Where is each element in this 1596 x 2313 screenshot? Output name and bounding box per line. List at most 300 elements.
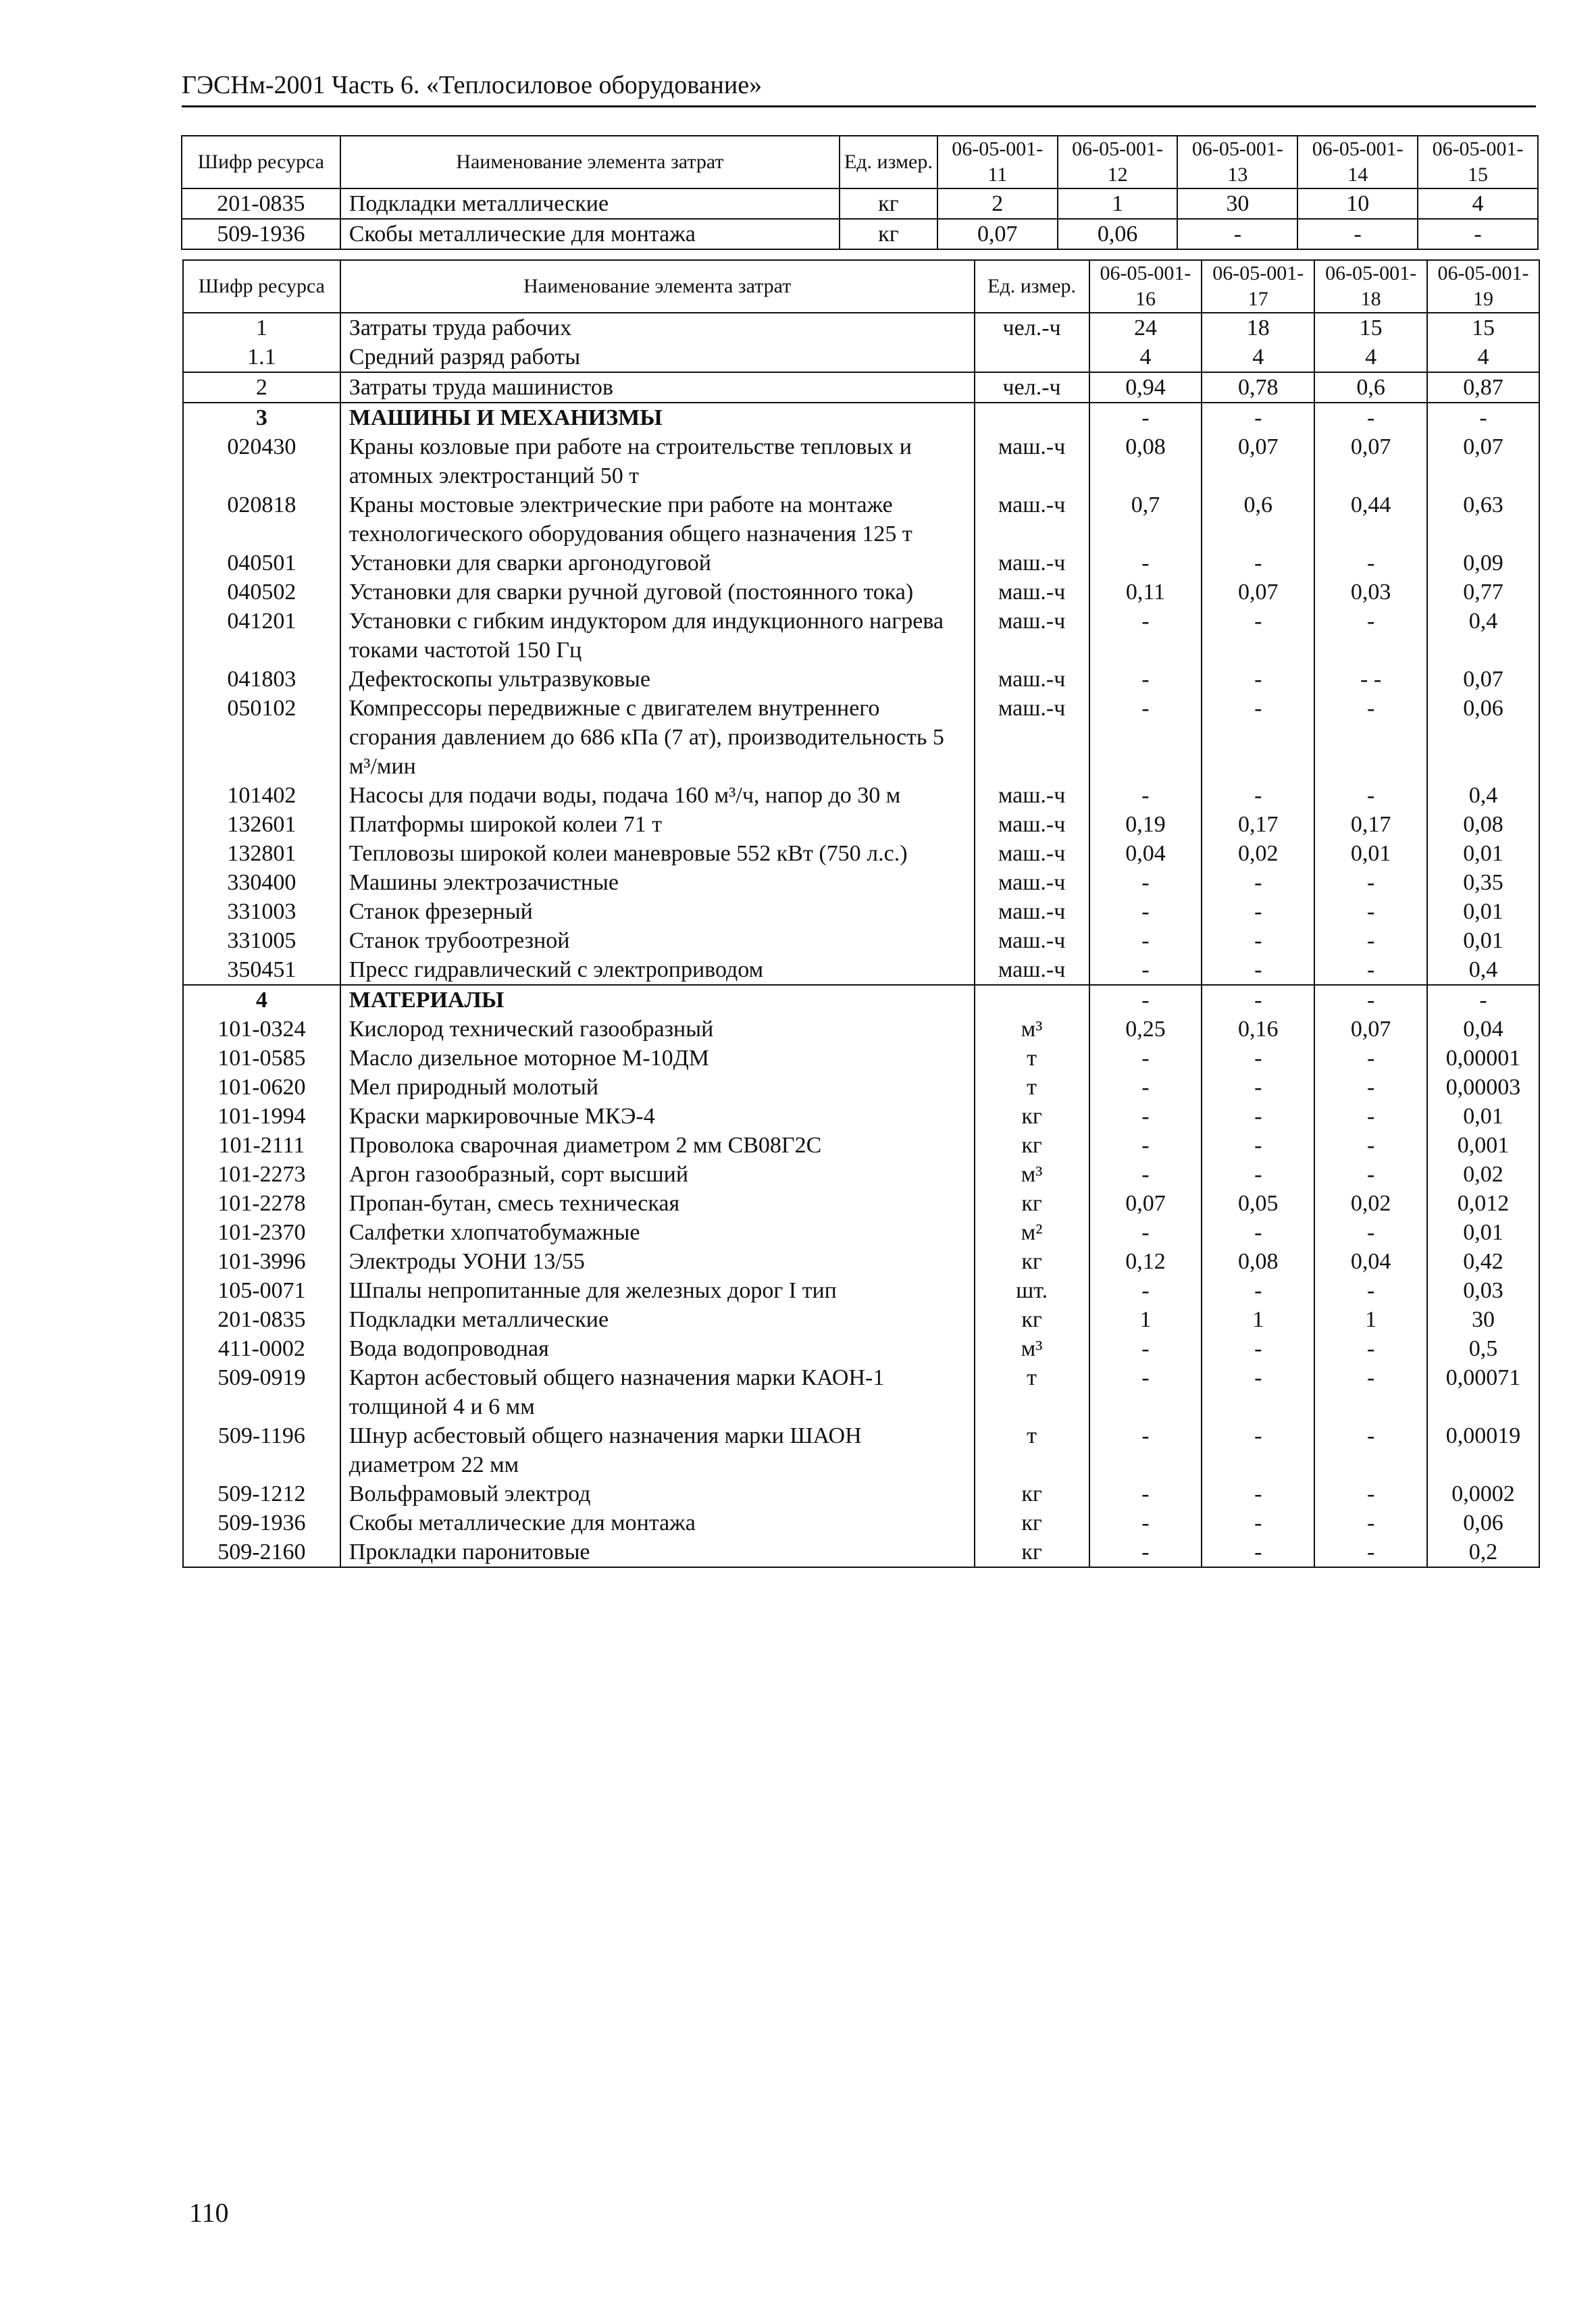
resource-code: 101-2273 xyxy=(183,1160,340,1189)
resource-code: 041803 xyxy=(183,665,340,694)
resource-name: Краски маркировочные МКЭ-4 xyxy=(340,1102,975,1131)
norm-value: - xyxy=(1089,665,1202,694)
norm-value: - xyxy=(1089,607,1202,665)
resource-unit: т xyxy=(975,1421,1089,1479)
table-row xyxy=(182,188,1538,219)
resource-unit: кг xyxy=(840,188,937,219)
norm-value: 18 xyxy=(1202,313,1314,342)
norm-value: - xyxy=(1202,665,1314,694)
col-header-norm: 06-05-001-15 xyxy=(1418,136,1538,188)
norm-value: - xyxy=(1089,1479,1202,1508)
table-2-header-row xyxy=(183,260,1539,313)
norm-value: 4 xyxy=(1427,342,1539,372)
resource-name: Краны козловые при работе на строительстве тепловых и атомных электростанций 50 т xyxy=(340,432,975,490)
norm-value: - xyxy=(1314,1044,1427,1073)
norm-value: 0,04 xyxy=(1089,839,1202,868)
resource-name: Насосы для подачи воды, подача 160 м³/ч, напор до 30 м xyxy=(340,781,975,810)
norm-value: - xyxy=(1202,1334,1314,1363)
table-row xyxy=(183,1479,1539,1508)
resource-code: 101-0324 xyxy=(183,1015,340,1044)
resource-code: 1.1 xyxy=(183,342,340,372)
norm-value: - xyxy=(1314,1276,1427,1305)
table-row xyxy=(183,694,1539,781)
resource-unit: маш.-ч xyxy=(975,897,1089,926)
norm-value: 4 xyxy=(1202,342,1314,372)
resource-unit: маш.-ч xyxy=(975,549,1089,578)
resource-unit xyxy=(975,403,1089,432)
norm-value: - xyxy=(1089,926,1202,955)
norm-value: - xyxy=(1314,403,1427,432)
resource-name: Шпалы непропитанные для железных дорог I тип xyxy=(340,1276,975,1305)
norm-value: 0,4 xyxy=(1427,607,1539,665)
resource-unit xyxy=(975,342,1089,372)
norm-value: - xyxy=(1202,1102,1314,1131)
table-row xyxy=(183,1189,1539,1218)
resource-name: Мел природный молотый xyxy=(340,1073,975,1102)
table-row xyxy=(183,1160,1539,1189)
norm-value: - xyxy=(1314,1131,1427,1160)
resource-unit: м² xyxy=(975,1218,1089,1247)
norm-value: - xyxy=(1089,955,1202,985)
resource-unit: т xyxy=(975,1073,1089,1102)
norm-value: 0,04 xyxy=(1314,1247,1427,1276)
norm-value: - xyxy=(1202,1363,1314,1421)
resource-name: МАШИНЫ И МЕХАНИЗМЫ xyxy=(340,403,975,432)
table-row xyxy=(183,549,1539,578)
norm-value: - xyxy=(1089,897,1202,926)
norm-value: - xyxy=(1202,694,1314,781)
norm-value: - xyxy=(1297,219,1418,249)
table-row xyxy=(183,665,1539,694)
resource-unit: кг xyxy=(840,219,937,249)
table-row xyxy=(182,219,1538,249)
resource-name: Машины электрозачистные xyxy=(340,868,975,897)
table-row xyxy=(183,985,1539,1015)
norm-value: 0,08 xyxy=(1202,1247,1314,1276)
norm-value: 0,07 xyxy=(1427,432,1539,490)
resource-unit: маш.-ч xyxy=(975,490,1089,549)
resource-code: 101-2278 xyxy=(183,1189,340,1218)
resource-code: 331005 xyxy=(183,926,340,955)
col-header-name: Наименование элемента затрат xyxy=(340,136,840,188)
norm-value: - xyxy=(1202,1479,1314,1508)
resource-unit: маш.-ч xyxy=(975,955,1089,985)
table-row xyxy=(183,1015,1539,1044)
table-row xyxy=(183,1363,1539,1421)
norm-value: - xyxy=(1202,607,1314,665)
resource-code: 331003 xyxy=(183,897,340,926)
resource-name: Краны мостовые электрические при работе на монтаже технологического оборудования общего назначения 125 т xyxy=(340,490,975,549)
resource-name: Тепловозы широкой колеи маневровые 552 кВт (750 л.с.) xyxy=(340,839,975,868)
table-row xyxy=(183,313,1539,342)
resource-code: 4 xyxy=(183,985,340,1015)
col-header-unit: Ед. измер. xyxy=(840,136,937,188)
norm-value: 0,07 xyxy=(1089,1189,1202,1218)
norm-value: - xyxy=(1089,1421,1202,1479)
norm-value: 0,001 xyxy=(1427,1131,1539,1160)
col-header-norm: 06-05-001-17 xyxy=(1202,260,1314,313)
norm-value: 0,06 xyxy=(1427,1508,1539,1537)
norm-value: 0,00001 xyxy=(1427,1044,1539,1073)
resource-code: 1 xyxy=(183,313,340,342)
resource-name: Скобы металлические для монтажа xyxy=(340,219,840,249)
norm-value: - xyxy=(1314,607,1427,665)
resource-unit: кг xyxy=(975,1508,1089,1537)
norm-value: 15 xyxy=(1427,313,1539,342)
resource-unit: маш.-ч xyxy=(975,839,1089,868)
resource-name: Шнур асбестовый общего назначения марки ШАОН диаметром 22 мм xyxy=(340,1421,975,1479)
table-row xyxy=(183,1421,1539,1479)
resource-unit: кг xyxy=(975,1479,1089,1508)
resource-unit xyxy=(975,985,1089,1015)
norm-value: - xyxy=(1202,403,1314,432)
norm-value: - xyxy=(1202,926,1314,955)
table-row xyxy=(183,1276,1539,1305)
norm-value: 0,16 xyxy=(1202,1015,1314,1044)
norm-value: 15 xyxy=(1314,313,1427,342)
norm-value: - xyxy=(1314,897,1427,926)
norm-value: - xyxy=(1202,1508,1314,1537)
resource-name: Аргон газообразный, сорт высший xyxy=(340,1160,975,1189)
resource-name: Установки с гибким индуктором для индукционного нагрева токами частотой 150 Гц xyxy=(340,607,975,665)
resource-name: Средний разряд работы xyxy=(340,342,975,372)
resource-unit: кг xyxy=(975,1189,1089,1218)
resource-code: 101-1994 xyxy=(183,1102,340,1131)
table-row xyxy=(183,1044,1539,1073)
norm-value: 0,01 xyxy=(1427,1102,1539,1131)
norm-value: 0,0002 xyxy=(1427,1479,1539,1508)
resource-unit: маш.-ч xyxy=(975,607,1089,665)
resource-code: 132601 xyxy=(183,810,340,839)
norm-value: - xyxy=(1202,955,1314,985)
norm-value: - xyxy=(1202,1276,1314,1305)
resource-code: 101-0620 xyxy=(183,1073,340,1102)
norm-value: - xyxy=(1089,985,1202,1015)
norm-value: - xyxy=(1202,1073,1314,1102)
resource-name: Подкладки металлические xyxy=(340,188,840,219)
norm-value: 0,17 xyxy=(1202,810,1314,839)
norm-value: 0,06 xyxy=(1427,694,1539,781)
table-row xyxy=(183,372,1539,403)
resource-unit: маш.-ч xyxy=(975,868,1089,897)
norm-value: - xyxy=(1202,781,1314,810)
col-header-norm: 06-05-001-18 xyxy=(1314,260,1427,313)
norm-value: 0,05 xyxy=(1202,1189,1314,1218)
resource-code: 350451 xyxy=(183,955,340,985)
norm-value: 4 xyxy=(1089,342,1202,372)
norm-value: 0,77 xyxy=(1427,578,1539,607)
norm-value: - xyxy=(1202,985,1314,1015)
resource-code: 101-2370 xyxy=(183,1218,340,1247)
norm-value: - xyxy=(1314,1073,1427,1102)
table-row xyxy=(183,1073,1539,1102)
col-header-code: Шифр ресурса xyxy=(182,136,340,188)
norm-value: - xyxy=(1427,985,1539,1015)
table-row xyxy=(183,578,1539,607)
table-row xyxy=(183,1131,1539,1160)
norm-value: 0,6 xyxy=(1202,490,1314,549)
norm-value: - xyxy=(1089,1044,1202,1073)
table-1-header-row xyxy=(182,136,1538,188)
resource-code: 132801 xyxy=(183,839,340,868)
norm-value: - xyxy=(1089,1363,1202,1421)
norm-value: 0,17 xyxy=(1314,810,1427,839)
resource-name: Электроды УОНИ 13/55 xyxy=(340,1247,975,1276)
table-row xyxy=(183,1102,1539,1131)
norm-value: - xyxy=(1089,694,1202,781)
table-row xyxy=(183,1508,1539,1537)
norm-value: 0,00071 xyxy=(1427,1363,1539,1421)
norm-value: 0,01 xyxy=(1427,1218,1539,1247)
norm-value: - xyxy=(1314,1160,1427,1189)
norm-value: - xyxy=(1089,1508,1202,1537)
table-row xyxy=(183,781,1539,810)
resource-unit: кг xyxy=(975,1131,1089,1160)
col-header-norm: 06-05-001-19 xyxy=(1427,260,1539,313)
resource-code: 040502 xyxy=(183,578,340,607)
resource-name: Скобы металлические для монтажа xyxy=(340,1508,975,1537)
resource-code: 509-1936 xyxy=(182,219,340,249)
norm-value: 0,07 xyxy=(1314,432,1427,490)
resource-code: 101-3996 xyxy=(183,1247,340,1276)
resource-code: 3 xyxy=(183,403,340,432)
page-number: 110 xyxy=(189,2197,229,2228)
norm-value: 0,01 xyxy=(1427,926,1539,955)
norm-value: 0,44 xyxy=(1314,490,1427,549)
norm-value: - xyxy=(1089,781,1202,810)
table-row xyxy=(183,490,1539,549)
header-rule xyxy=(182,105,1536,107)
resource-code: 509-1936 xyxy=(183,1508,340,1537)
norm-value: - xyxy=(1314,1334,1427,1363)
resource-unit: кг xyxy=(975,1102,1089,1131)
resource-name: Кислород технический газообразный xyxy=(340,1015,975,1044)
norm-value: - xyxy=(1089,1160,1202,1189)
norm-value: 0,12 xyxy=(1089,1247,1202,1276)
norm-value: 2 xyxy=(937,188,1058,219)
resource-code: 050102 xyxy=(183,694,340,781)
resource-name: Компрессоры передвижные с двигателем внутреннего сгорания давлением до 686 кПа (7 ат), производительность 5 м³/мин xyxy=(340,694,975,781)
table-row xyxy=(183,607,1539,665)
norm-value: - xyxy=(1089,1131,1202,1160)
table-row xyxy=(183,897,1539,926)
norm-value: 1 xyxy=(1202,1305,1314,1334)
norm-value: 0,01 xyxy=(1314,839,1427,868)
norm-value: 4 xyxy=(1314,342,1427,372)
resource-code: 040501 xyxy=(183,549,340,578)
norm-value: - xyxy=(1314,955,1427,985)
norm-value: 0,04 xyxy=(1427,1015,1539,1044)
resource-name: Салфетки хлопчатобумажные xyxy=(340,1218,975,1247)
resource-code: 105-0071 xyxy=(183,1276,340,1305)
norm-value: 0,02 xyxy=(1427,1160,1539,1189)
resource-code: 509-1196 xyxy=(183,1421,340,1479)
resource-name: Станок трубоотрезной xyxy=(340,926,975,955)
resource-unit: маш.-ч xyxy=(975,694,1089,781)
resource-unit: шт. xyxy=(975,1276,1089,1305)
norm-value: - xyxy=(1089,1102,1202,1131)
page-header-title: ГЭСНм-2001 Часть 6. «Теплосиловое оборудование» xyxy=(182,71,763,99)
norm-value: 0,01 xyxy=(1427,839,1539,868)
norm-value: 0,7 xyxy=(1089,490,1202,549)
norm-value: - xyxy=(1314,549,1427,578)
resource-name: Пропан-бутан, смесь техническая xyxy=(340,1189,975,1218)
norm-value: - xyxy=(1089,1073,1202,1102)
resource-unit: маш.-ч xyxy=(975,432,1089,490)
resource-name: Картон асбестовый общего назначения марки КАОН-1 толщиной 4 и 6 мм xyxy=(340,1363,975,1421)
norm-value: - xyxy=(1314,1102,1427,1131)
norm-value: - xyxy=(1314,781,1427,810)
norm-value: - xyxy=(1314,1537,1427,1567)
norm-value: - xyxy=(1089,868,1202,897)
norm-value: 0,94 xyxy=(1089,372,1202,403)
resource-unit: кг xyxy=(975,1305,1089,1334)
resource-code: 101-2111 xyxy=(183,1131,340,1160)
norm-value: 0,19 xyxy=(1089,810,1202,839)
norm-value: 0,07 xyxy=(937,219,1058,249)
norm-value: 1 xyxy=(1314,1305,1427,1334)
resource-unit: маш.-ч xyxy=(975,665,1089,694)
resource-name: Дефектоскопы ультразвуковые xyxy=(340,665,975,694)
resource-code: 201-0835 xyxy=(182,188,340,219)
col-header-norm: 06-05-001-12 xyxy=(1058,136,1178,188)
norm-value: 0,00019 xyxy=(1427,1421,1539,1479)
resource-code: 509-0919 xyxy=(183,1363,340,1421)
norm-value: 0,07 xyxy=(1202,432,1314,490)
norm-value: - xyxy=(1202,897,1314,926)
norm-value: - xyxy=(1089,549,1202,578)
table-row xyxy=(183,403,1539,432)
norm-value: 0,02 xyxy=(1202,839,1314,868)
resource-code: 411-0002 xyxy=(183,1334,340,1363)
resource-table-2 xyxy=(182,259,1540,1568)
resource-unit: м³ xyxy=(975,1160,1089,1189)
resource-name: Затраты труда машинистов xyxy=(340,372,975,403)
resource-name: Пресс гидравлический с электроприводом xyxy=(340,955,975,985)
norm-value: - xyxy=(1314,1363,1427,1421)
resource-name: Вода водопроводная xyxy=(340,1334,975,1363)
norm-value: - xyxy=(1202,1537,1314,1567)
resource-table-1 xyxy=(181,135,1539,250)
table-row xyxy=(183,839,1539,868)
norm-value: 0,03 xyxy=(1314,578,1427,607)
norm-value: 0,07 xyxy=(1202,578,1314,607)
norm-value: - xyxy=(1314,1508,1427,1537)
col-header-norm: 06-05-001-13 xyxy=(1177,136,1297,188)
resource-code: 201-0835 xyxy=(183,1305,340,1334)
norm-value: 0,87 xyxy=(1427,372,1539,403)
col-header-name: Наименование элемента затрат xyxy=(340,260,975,313)
table-row xyxy=(183,1537,1539,1567)
resource-name: Платформы широкой колеи 71 т xyxy=(340,810,975,839)
norm-value: - xyxy=(1089,1218,1202,1247)
table-row xyxy=(183,868,1539,897)
resource-unit: т xyxy=(975,1363,1089,1421)
resource-unit: т xyxy=(975,1044,1089,1073)
norm-value: - xyxy=(1177,219,1297,249)
norm-value: - xyxy=(1202,1218,1314,1247)
norm-value: 0,01 xyxy=(1427,897,1539,926)
resource-unit: маш.-ч xyxy=(975,578,1089,607)
norm-value: 0,07 xyxy=(1314,1015,1427,1044)
norm-value: 0,00003 xyxy=(1427,1073,1539,1102)
col-header-norm: 06-05-001-11 xyxy=(937,136,1058,188)
table-row xyxy=(183,432,1539,490)
resource-name: МАТЕРИАЛЫ xyxy=(340,985,975,1015)
col-header-norm: 06-05-001-14 xyxy=(1297,136,1418,188)
norm-value: - xyxy=(1314,1218,1427,1247)
norm-value: 10 xyxy=(1297,188,1418,219)
norm-value: 0,6 xyxy=(1314,372,1427,403)
norm-value: - xyxy=(1089,1334,1202,1363)
norm-value: 1 xyxy=(1089,1305,1202,1334)
norm-value: - xyxy=(1202,868,1314,897)
norm-value: - xyxy=(1314,926,1427,955)
norm-value: 0,09 xyxy=(1427,549,1539,578)
norm-value: 0,08 xyxy=(1427,810,1539,839)
norm-value: - - xyxy=(1314,665,1427,694)
resource-code: 101402 xyxy=(183,781,340,810)
resource-unit: кг xyxy=(975,1247,1089,1276)
resource-unit: м³ xyxy=(975,1015,1089,1044)
col-header-norm: 06-05-001-16 xyxy=(1089,260,1202,313)
table-row xyxy=(183,1305,1539,1334)
norm-value: - xyxy=(1314,1479,1427,1508)
col-header-unit: Ед. измер. xyxy=(975,260,1089,313)
norm-value: - xyxy=(1314,985,1427,1015)
norm-value: 0,5 xyxy=(1427,1334,1539,1363)
resource-name: Затраты труда рабочих xyxy=(340,313,975,342)
resource-code: 020818 xyxy=(183,490,340,549)
norm-value: 0,11 xyxy=(1089,578,1202,607)
norm-value: - xyxy=(1314,694,1427,781)
table-row xyxy=(183,1334,1539,1363)
norm-value: - xyxy=(1202,1160,1314,1189)
norm-value: 0,42 xyxy=(1427,1247,1539,1276)
resource-unit: маш.-ч xyxy=(975,926,1089,955)
norm-value: - xyxy=(1427,403,1539,432)
resource-code: 101-0585 xyxy=(183,1044,340,1073)
norm-value: 0,06 xyxy=(1058,219,1178,249)
norm-value: 0,78 xyxy=(1202,372,1314,403)
resource-name: Подкладки металлические xyxy=(340,1305,975,1334)
col-header-code: Шифр ресурса xyxy=(183,260,340,313)
resource-name: Вольфрамовый электрод xyxy=(340,1479,975,1508)
resource-name: Проволока сварочная диаметром 2 мм СВ08Г2С xyxy=(340,1131,975,1160)
norm-value: 1 xyxy=(1058,188,1178,219)
norm-value: 24 xyxy=(1089,313,1202,342)
table-row xyxy=(183,1218,1539,1247)
norm-value: 0,2 xyxy=(1427,1537,1539,1567)
table-row xyxy=(183,1247,1539,1276)
table-row xyxy=(183,955,1539,985)
norm-value: 0,012 xyxy=(1427,1189,1539,1218)
table-row xyxy=(183,926,1539,955)
norm-value: 0,25 xyxy=(1089,1015,1202,1044)
resource-name: Станок фрезерный xyxy=(340,897,975,926)
norm-value: 0,03 xyxy=(1427,1276,1539,1305)
norm-value: - xyxy=(1202,1131,1314,1160)
norm-value: - xyxy=(1314,1421,1427,1479)
resource-name: Установки для сварки аргонодуговой xyxy=(340,549,975,578)
norm-value: 0,4 xyxy=(1427,781,1539,810)
norm-value: - xyxy=(1314,868,1427,897)
norm-value: 0,63 xyxy=(1427,490,1539,549)
norm-value: - xyxy=(1202,1421,1314,1479)
resource-code: 2 xyxy=(183,372,340,403)
norm-value: 30 xyxy=(1427,1305,1539,1334)
norm-value: 0,35 xyxy=(1427,868,1539,897)
